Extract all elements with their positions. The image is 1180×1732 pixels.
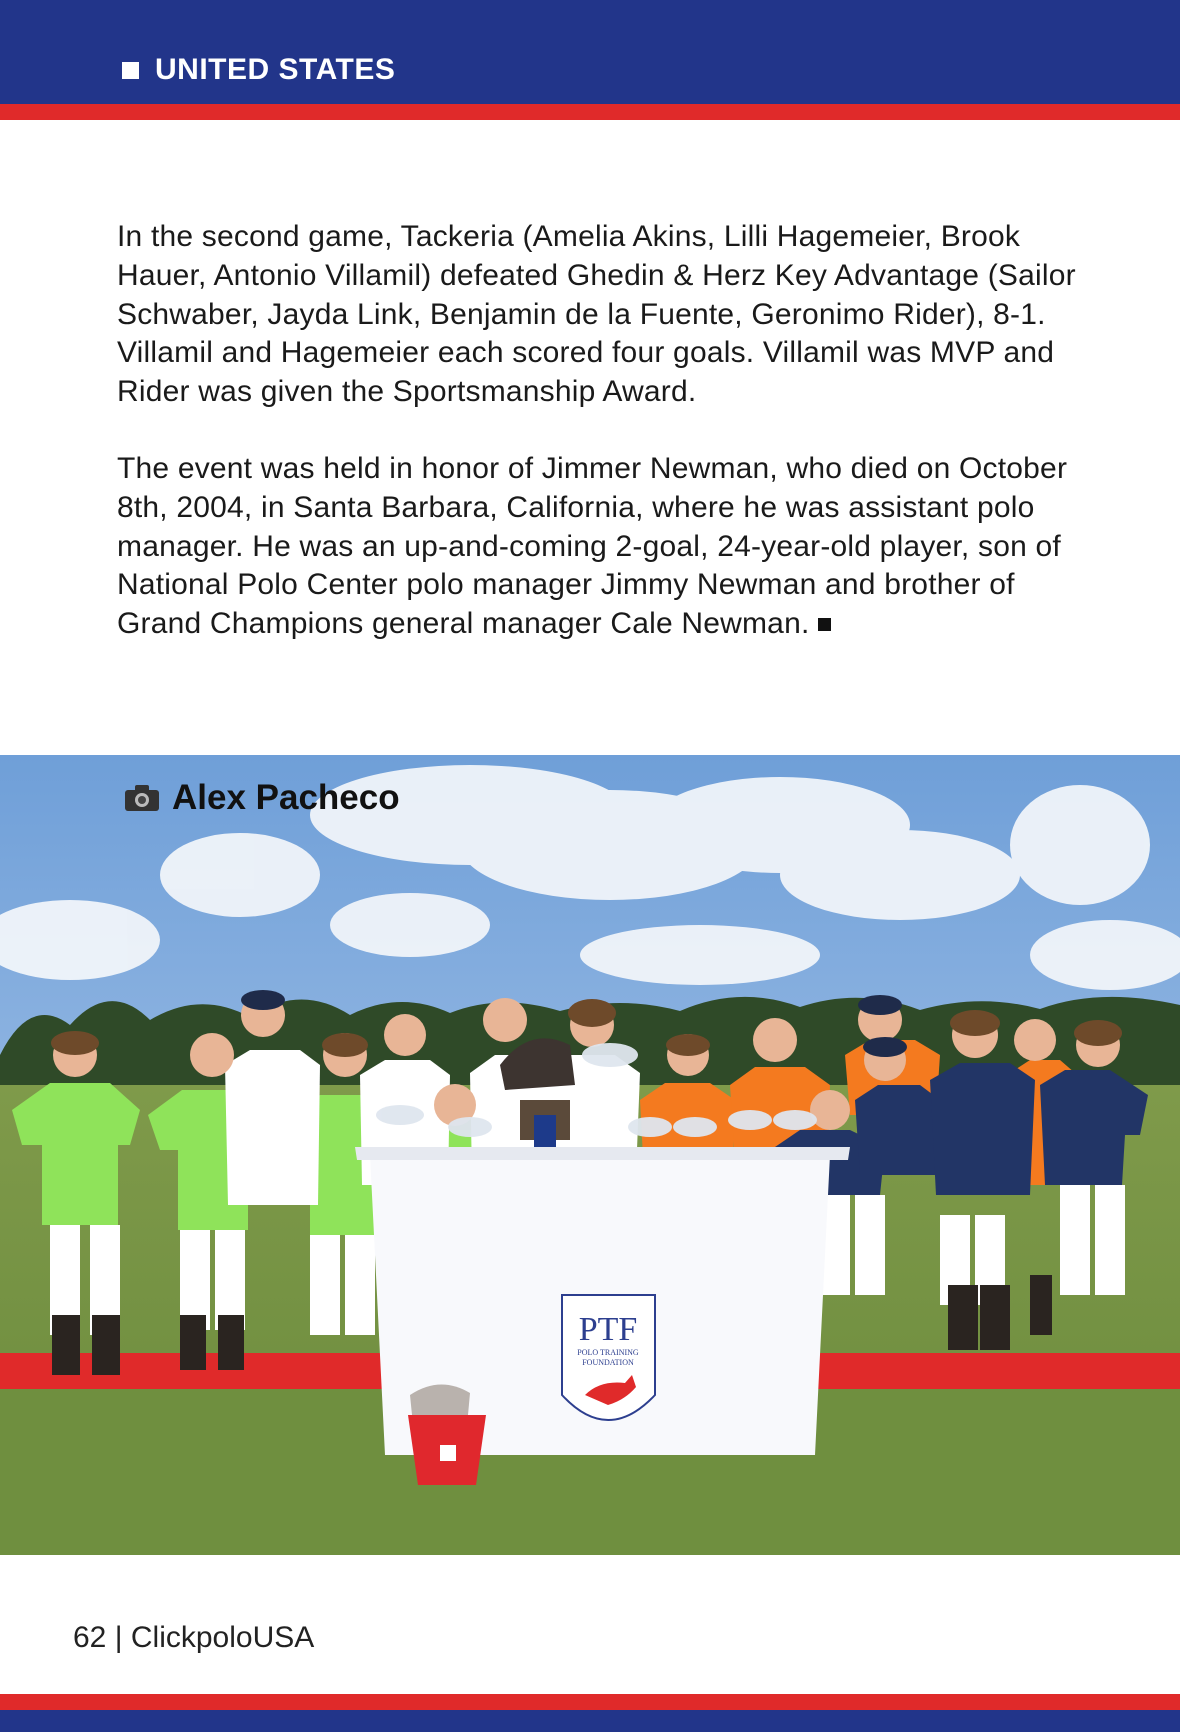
header-stripe xyxy=(0,104,1180,120)
team-photo xyxy=(0,755,1180,1555)
article-paragraph-1 xyxy=(117,218,1077,412)
publication-name: ClickpoloUSA xyxy=(130,1621,315,1654)
ptf-logo-subtitle-1: POLO TRAINING xyxy=(577,1348,639,1357)
footer-separator: | xyxy=(114,1621,123,1654)
paragraph-text: The event was held in honor of Jimmer Newman, who died on October 8th, 2004, in Santa Barbara, California, where he was assistant polo manager. He was an up-and-coming 2-goal, 24-year-old player, son of National Polo Center polo manager Jimmy Newman and brother of Grand Champions general manager Cale Newman. xyxy=(117,451,1068,641)
square-bullet-icon xyxy=(122,62,139,79)
footer-band xyxy=(0,1710,1180,1732)
photo-credit xyxy=(124,776,400,820)
section-label xyxy=(122,50,395,90)
footer-stripe xyxy=(0,1694,1180,1710)
camera-icon xyxy=(124,784,160,812)
page-number: 62 xyxy=(73,1621,107,1654)
ptf-logo-subtitle-2: FOUNDATION xyxy=(582,1358,634,1367)
section-title: UNITED STATES xyxy=(155,53,396,86)
article-paragraph-2 xyxy=(117,450,1077,644)
photo-illustration xyxy=(0,755,1180,1555)
page-footer xyxy=(73,1621,314,1655)
photographer-name: Alex Pacheco xyxy=(172,778,400,817)
end-mark-icon xyxy=(818,618,831,631)
paragraph-text: In the second game, Tackeria (Amelia Akins, Lilli Hagemeier, Brook Hauer, Antonio Villamil) defeated Ghedin & Herz Key Advantage (Sailor Schwaber, Jayda Link, Benjamin de la Fuente, Geronimo Rider), 8-1. Villamil and Hagemeier each scored four goals. Villamil was MVP and Rider was given the Sportsmanship Award. xyxy=(117,220,1076,409)
ptf-logo-letters: PTF xyxy=(578,1311,638,1348)
article-body xyxy=(117,218,1077,682)
